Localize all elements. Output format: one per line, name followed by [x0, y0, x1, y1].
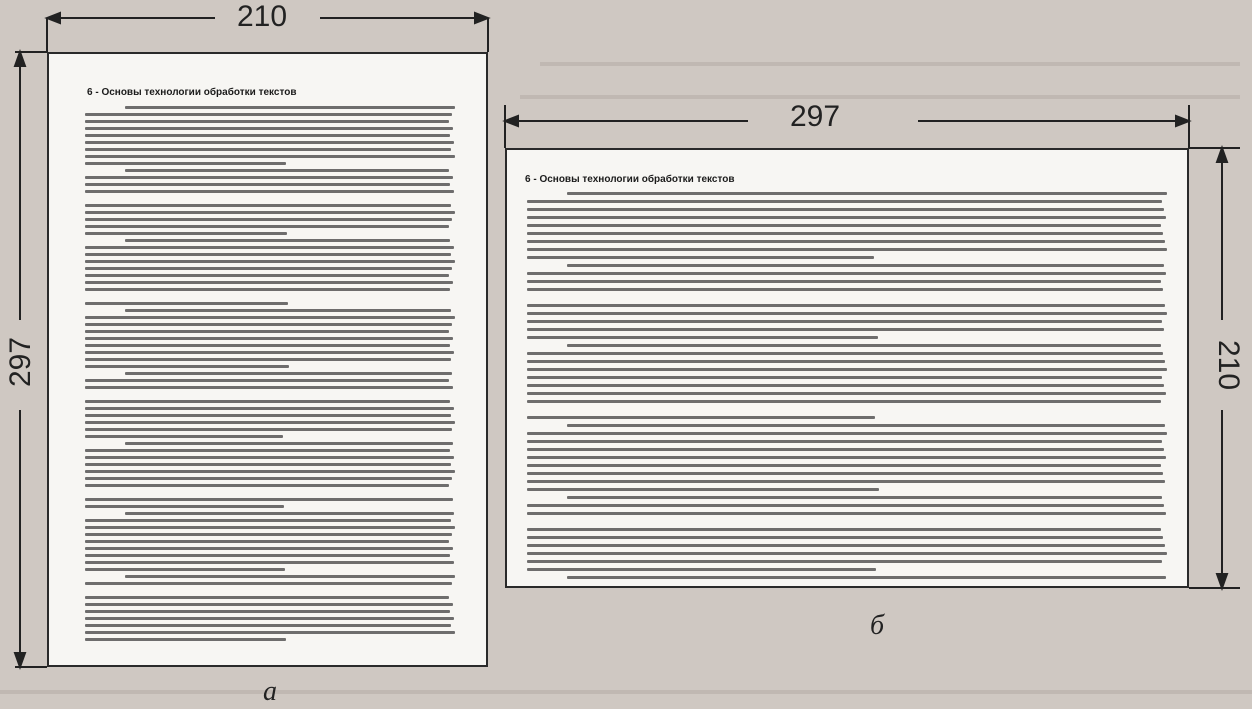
text-line [85, 505, 284, 508]
text-line [85, 540, 449, 543]
text-line [527, 312, 1167, 315]
text-line [85, 463, 451, 466]
text-line [85, 225, 449, 228]
text-line [567, 576, 1166, 579]
text-line [527, 200, 1162, 203]
text-line [527, 360, 1165, 363]
text-line [125, 309, 451, 312]
text-line [85, 190, 454, 193]
text-line [85, 134, 450, 137]
text-line [85, 358, 451, 361]
text-line [527, 480, 1165, 483]
text-line [85, 456, 454, 459]
text-line [527, 416, 875, 419]
text-line [85, 470, 455, 473]
text-line [85, 127, 453, 130]
text-line [527, 568, 876, 571]
text-line [527, 464, 1161, 467]
text-line [85, 407, 454, 410]
text-line [527, 456, 1166, 459]
text-line [85, 155, 455, 158]
text-line [527, 224, 1161, 227]
text-line [527, 368, 1167, 371]
text-line [85, 379, 449, 382]
text-line [527, 400, 1161, 403]
caption-b: б [870, 610, 885, 641]
text-line [85, 561, 454, 564]
text-line [85, 582, 452, 585]
text-line [85, 414, 451, 417]
text-line [527, 352, 1163, 355]
text-line [527, 248, 1167, 251]
text-line [85, 162, 286, 165]
text-line [527, 448, 1164, 451]
text-line [527, 336, 878, 339]
text-line [85, 435, 283, 438]
text-line [85, 113, 452, 116]
text-line [85, 183, 450, 186]
text-line [567, 192, 1167, 195]
text-line [85, 148, 451, 151]
text-line [527, 472, 1163, 475]
text-line [527, 304, 1165, 307]
text-line [527, 280, 1161, 283]
text-line [85, 267, 452, 270]
text-line [527, 232, 1163, 235]
text-line [85, 428, 452, 431]
sheet-a-heading: 6 - Основы технологии обработки текстов [87, 87, 297, 98]
text-line [85, 533, 452, 536]
sheet-a-height-label: 297 [4, 336, 38, 388]
text-line [527, 432, 1167, 435]
text-line [527, 288, 1163, 291]
text-line [527, 440, 1162, 443]
text-line [85, 274, 449, 277]
text-line [527, 208, 1164, 211]
text-line [85, 386, 453, 389]
text-line [527, 560, 1162, 563]
text-line [85, 631, 455, 634]
caption-a: а [263, 676, 277, 707]
text-line [567, 496, 1162, 499]
text-line [85, 281, 453, 284]
text-line [85, 253, 451, 256]
text-line [85, 526, 455, 529]
text-line [125, 512, 454, 515]
text-line [85, 617, 454, 620]
text-line [85, 610, 450, 613]
text-line [125, 372, 452, 375]
text-line [527, 504, 1164, 507]
text-line [85, 260, 455, 263]
sheet-b-height-label: 210 [1212, 339, 1246, 391]
text-line [85, 344, 450, 347]
text-line [527, 328, 1164, 331]
text-line [527, 272, 1166, 275]
text-line [125, 106, 455, 109]
text-line [125, 239, 450, 242]
text-line [85, 211, 455, 214]
text-line [125, 575, 455, 578]
text-line [125, 442, 453, 445]
text-line [527, 512, 1166, 515]
text-line [85, 302, 288, 305]
text-line [85, 246, 454, 249]
sheet-a-width-label: 210 [237, 0, 288, 33]
text-line [85, 337, 453, 340]
text-line [85, 596, 449, 599]
text-line [527, 544, 1165, 547]
text-line [527, 256, 874, 259]
text-line [527, 376, 1162, 379]
text-line [527, 392, 1166, 395]
sheet-b-width-label: 297 [790, 100, 841, 133]
text-line [85, 323, 452, 326]
text-line [85, 141, 454, 144]
text-line [85, 477, 452, 480]
text-line [85, 421, 455, 424]
text-line [527, 528, 1161, 531]
text-line [85, 316, 455, 319]
text-line [85, 449, 450, 452]
text-line [85, 547, 453, 550]
text-line [527, 536, 1163, 539]
text-line [527, 240, 1165, 243]
text-line [527, 216, 1166, 219]
text-line [125, 169, 449, 172]
text-line [85, 498, 453, 501]
text-line [567, 424, 1165, 427]
text-line [85, 603, 453, 606]
landscape-sheet [505, 148, 1189, 588]
text-line [527, 320, 1162, 323]
text-line [85, 218, 452, 221]
text-line [85, 330, 449, 333]
text-line [85, 519, 451, 522]
text-line [527, 552, 1167, 555]
text-line [85, 568, 285, 571]
text-line [85, 232, 287, 235]
text-line [85, 176, 453, 179]
text-line [85, 554, 450, 557]
text-line [85, 624, 451, 627]
portrait-sheet [47, 52, 488, 667]
text-line [85, 120, 449, 123]
text-line [85, 638, 286, 641]
text-line [85, 351, 454, 354]
text-line [85, 204, 451, 207]
text-line [85, 484, 449, 487]
text-line [527, 384, 1164, 387]
text-line [567, 264, 1164, 267]
text-line [527, 488, 879, 491]
text-line [567, 344, 1161, 347]
text-line [85, 400, 450, 403]
text-line [85, 365, 289, 368]
sheet-b-heading: 6 - Основы технологии обработки текстов [525, 174, 735, 185]
text-line [85, 288, 450, 291]
